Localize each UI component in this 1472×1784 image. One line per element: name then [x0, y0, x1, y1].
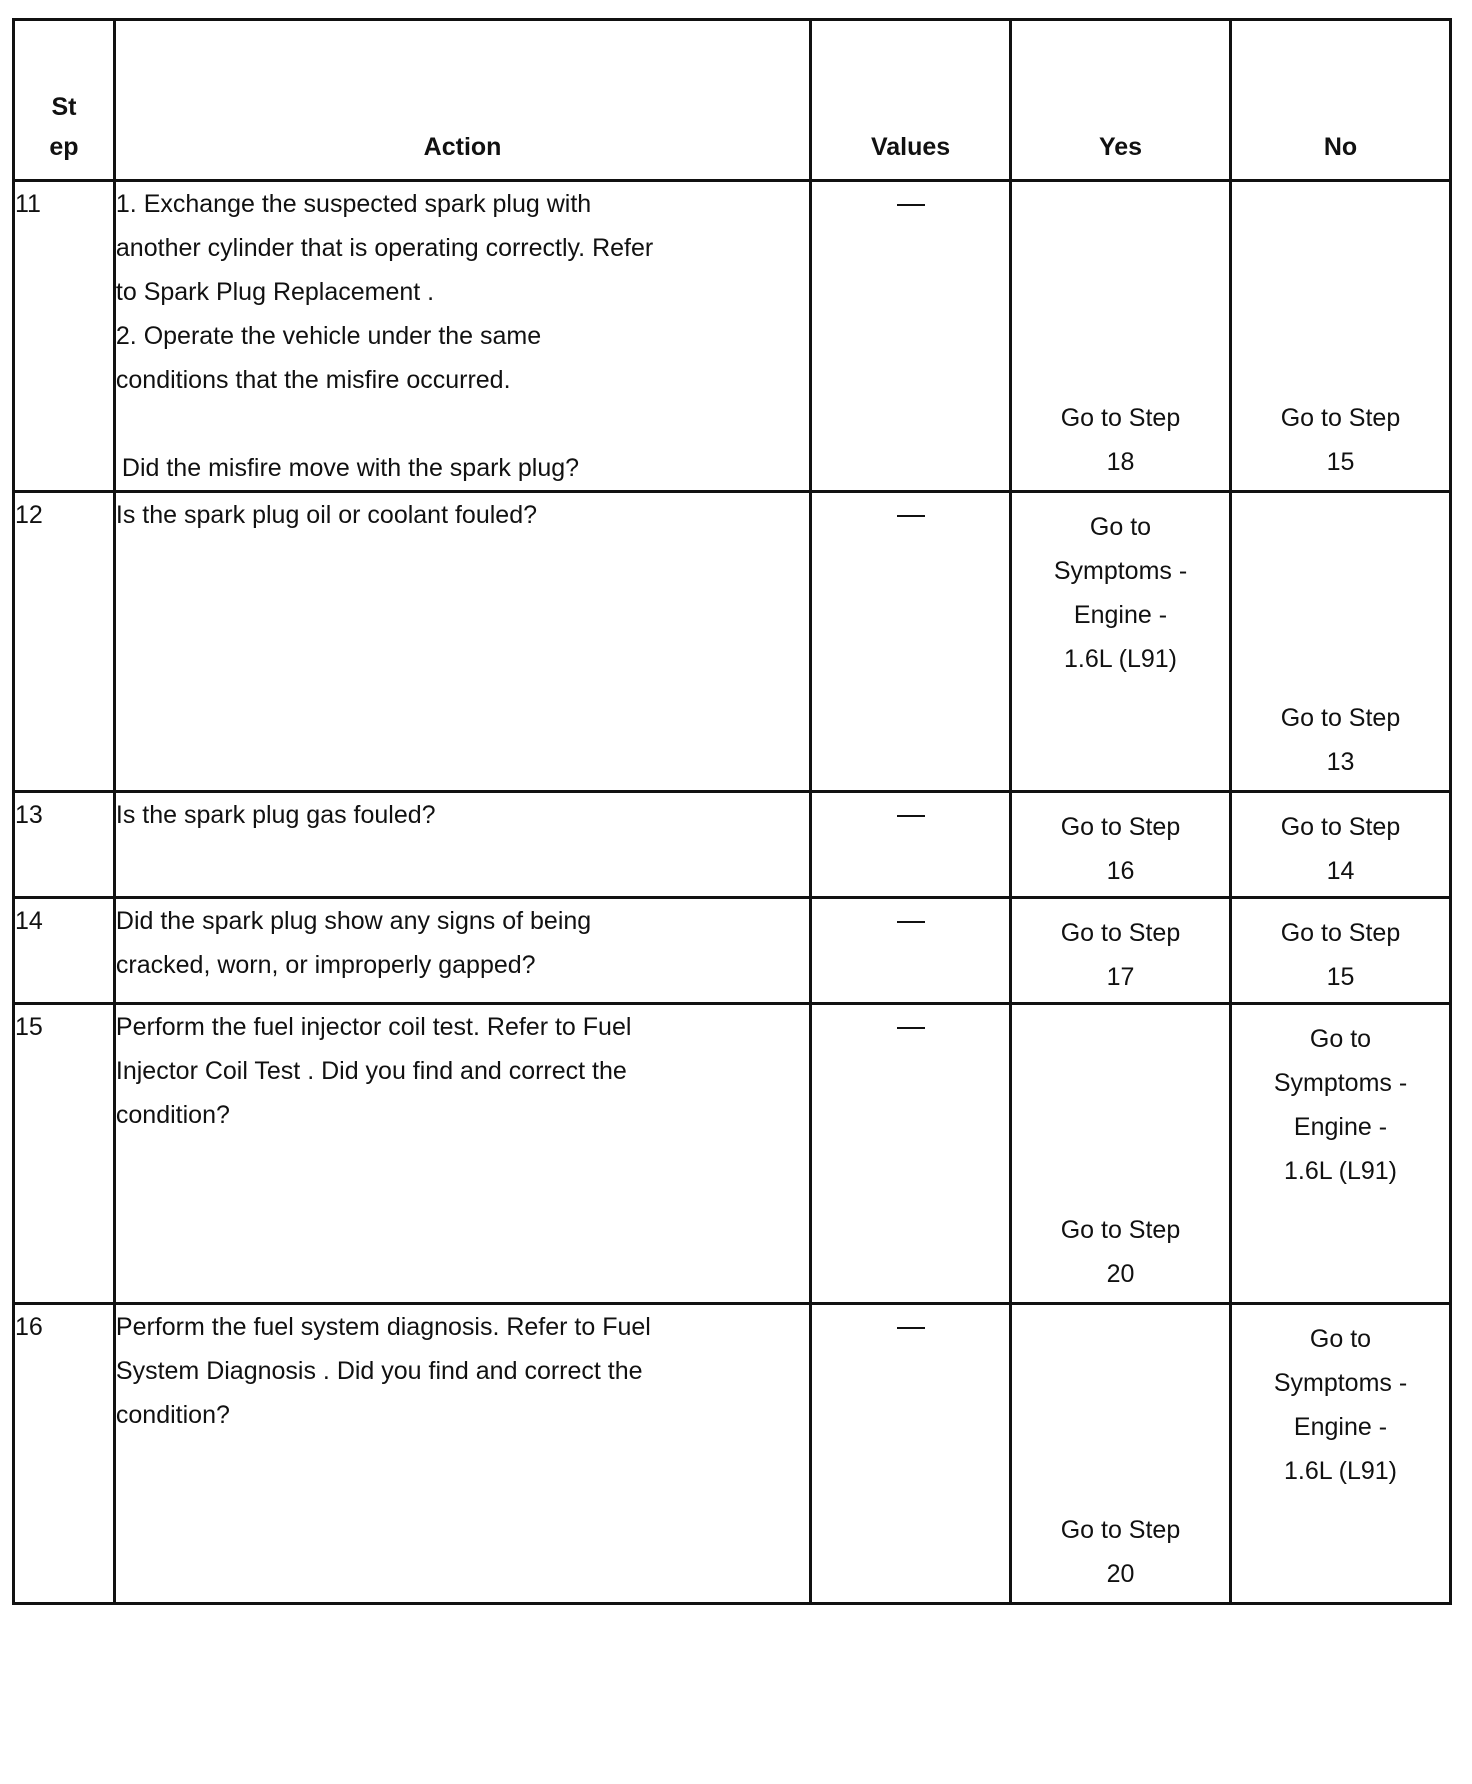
table-row	[14, 181, 1451, 492]
value-cell	[811, 1004, 1011, 1304]
no-cell	[1230, 1004, 1450, 1304]
yes-cell	[1011, 1004, 1231, 1304]
dash	[897, 515, 925, 517]
no-target-line: Symptoms -	[1273, 1069, 1408, 1097]
yes-cell	[1011, 898, 1231, 1004]
no-target-line: Engine -	[1293, 1113, 1388, 1141]
value-cell	[811, 898, 1011, 1004]
yes-target-line: Go to Step	[1060, 1216, 1181, 1244]
action-line: to Spark Plug Replacement .	[115, 278, 435, 306]
action-cell	[114, 898, 810, 1004]
no-target-line: Symptoms -	[1273, 1369, 1408, 1397]
table-row	[14, 792, 1451, 898]
yes-target-line: Go to	[1089, 513, 1152, 541]
dash	[897, 204, 925, 206]
action-cell	[114, 792, 810, 898]
yes-target-line: Go to Step	[1060, 404, 1181, 432]
step-number: 14	[14, 898, 115, 1004]
action-cell	[114, 1304, 810, 1604]
no-target-line: 1.6L (L91)	[1283, 1457, 1398, 1485]
action-line: another cylinder that is operating correctly. Refer	[115, 234, 654, 262]
header-step-line1: St	[51, 93, 77, 121]
action-cell	[114, 1004, 810, 1304]
action-line: 2. Operate the vehicle under the same	[115, 322, 542, 350]
dash	[897, 1327, 925, 1329]
yes-target-line: Go to Step	[1060, 813, 1181, 841]
no-target-line: 14	[1326, 857, 1355, 885]
no-cell	[1230, 898, 1450, 1004]
step-number: 16	[14, 1304, 115, 1604]
no-target-line: Engine -	[1293, 1413, 1388, 1441]
value-cell	[811, 1304, 1011, 1604]
yes-target-line: Symptoms -	[1053, 557, 1188, 585]
table-row	[14, 1004, 1451, 1304]
diagnostic-table	[12, 18, 1452, 1605]
action-cell	[114, 492, 810, 792]
no-cell	[1230, 181, 1450, 492]
action-cell	[114, 181, 810, 492]
header-row	[14, 20, 1451, 181]
step-number: 13	[14, 792, 115, 898]
yes-target-line: 1.6L (L91)	[1063, 645, 1178, 673]
table-row	[14, 898, 1451, 1004]
action-line: condition?	[115, 1401, 230, 1429]
value-cell	[811, 181, 1011, 492]
action-line: Is the spark plug oil or coolant fouled?	[115, 501, 537, 529]
step-number: 12	[14, 492, 115, 792]
no-target-line: 15	[1326, 963, 1355, 991]
yes-target-line: Go to Step	[1060, 1516, 1181, 1544]
yes-target-line: 17	[1106, 963, 1135, 991]
dash	[897, 1027, 925, 1029]
action-line: System Diagnosis . Did you find and correct the	[115, 1357, 643, 1385]
no-target-line: Go to Step	[1280, 704, 1401, 732]
no-target-line: 15	[1326, 448, 1355, 476]
yes-cell	[1011, 181, 1231, 492]
header-no: No	[1230, 20, 1450, 181]
no-target-line: 13	[1326, 748, 1355, 776]
dash	[897, 921, 925, 923]
no-target-line: 1.6L (L91)	[1283, 1157, 1398, 1185]
yes-cell	[1011, 1304, 1231, 1604]
yes-target-line: 20	[1106, 1560, 1135, 1588]
table-row	[14, 492, 1451, 792]
header-values: Values	[811, 20, 1011, 181]
action-line: 1. Exchange the suspected spark plug with	[115, 190, 592, 218]
yes-cell	[1011, 792, 1231, 898]
action-line: condition?	[115, 1101, 230, 1129]
yes-target-line: Go to Step	[1060, 919, 1181, 947]
no-target-line: Go to Step	[1280, 404, 1401, 432]
action-line: Injector Coil Test . Did you find and correct the	[115, 1057, 627, 1085]
header-step	[14, 20, 115, 181]
action-line: Perform the fuel system diagnosis. Refer to Fuel	[115, 1313, 651, 1341]
no-target-line: Go to Step	[1280, 919, 1401, 947]
action-line: cracked, worn, or improperly gapped?	[115, 951, 536, 979]
step-number: 15	[14, 1004, 115, 1304]
yes-target-line: Engine -	[1073, 601, 1168, 629]
step-number: 11	[14, 181, 115, 492]
action-line: Is the spark plug gas fouled?	[115, 801, 436, 829]
yes-target-line: 16	[1106, 857, 1135, 885]
no-cell	[1230, 1304, 1450, 1604]
yes-cell	[1011, 492, 1231, 792]
header-action: Action	[114, 20, 810, 181]
dash	[897, 815, 925, 817]
no-target-line: Go to	[1309, 1025, 1372, 1053]
action-line: Did the spark plug show any signs of being	[115, 907, 592, 935]
action-line: conditions that the misfire occurred.	[115, 366, 511, 394]
no-target-line: Go to Step	[1280, 813, 1401, 841]
value-cell	[811, 792, 1011, 898]
action-question: Did the misfire move with the spark plug?	[121, 454, 580, 482]
header-step-line2: ep	[49, 133, 79, 161]
yes-target-line: 18	[1106, 448, 1135, 476]
table-row	[14, 1304, 1451, 1604]
header-yes: Yes	[1011, 20, 1231, 181]
value-cell	[811, 492, 1011, 792]
no-cell	[1230, 792, 1450, 898]
yes-target-line: 20	[1106, 1260, 1135, 1288]
action-line: Perform the fuel injector coil test. Refer to Fuel	[115, 1013, 632, 1041]
no-cell	[1230, 492, 1450, 792]
no-target-line: Go to	[1309, 1325, 1372, 1353]
